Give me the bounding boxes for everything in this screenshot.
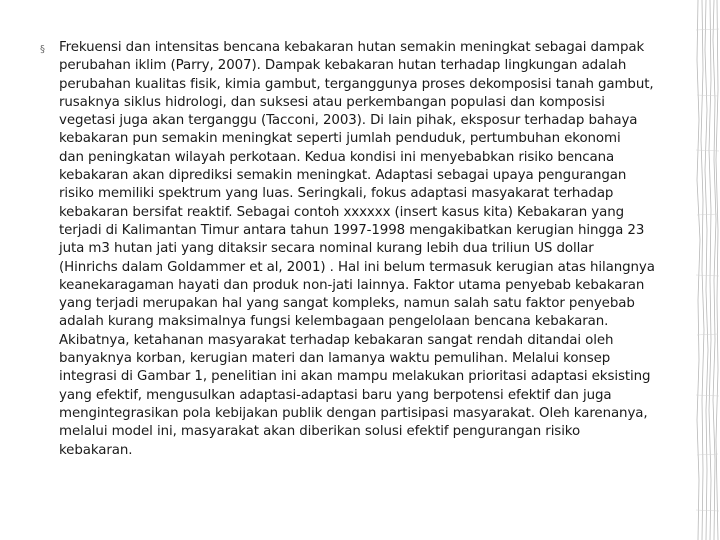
- text-line: melalui model ini, masyarakat akan diberikan solusi efektif pengurangan risiko: [59, 424, 581, 440]
- text-line: juta m3 hutan jati yang ditaksir secara nominal kurang lebih dua triliun US dollar: [59, 241, 594, 257]
- text-line: integrasi di Gambar 1, penelitian ini akan mampu melakukan prioritasi adaptasi eksisting: [59, 369, 651, 385]
- text-line: kebakaran.: [59, 442, 133, 458]
- text-line: yang terjadi merupakan hal yang sangat kompleks, namun salah satu faktor penyebab: [59, 296, 635, 312]
- bullet-marker-icon: §: [40, 44, 45, 55]
- text-line: Akibatnya, ketahanan masyarakat terhadap kebakaran sangat rendah ditandai oleh: [59, 332, 614, 348]
- text-line: Frekuensi dan intensitas bencana kebakaran hutan semakin meningkat sebagai dampak: [59, 40, 645, 55]
- text-line: banyaknya korban, kerugian materi dan lamanya waktu pemulihan. Melalui konsep: [59, 351, 611, 367]
- text-line: mengintegrasikan pola kebijakan publik dengan partisipasi masyarakat. Oleh karenanya,: [59, 405, 648, 421]
- text-line: keanekaragaman hayati dan produk non-jati lainnya. Faktor utama penyebab kebakaran: [59, 277, 645, 293]
- text-line: kebakaran bersifat reaktif. Sebagai contoh xxxxxx (insert kasus kita) Kebakaran yang: [59, 204, 625, 220]
- text-line: dan peningkatan wilayah perkotaan. Kedua kondisi ini menyebabkan risiko bencana: [59, 149, 615, 165]
- text-line: terjadi di Kalimantan Timur antara tahun 1997-1998 mengakibatkan kerugian hingga 23: [59, 222, 645, 238]
- decorative-edge-texture: [694, 0, 720, 540]
- text-line: vegetasi juga akan terganggu (Tacconi, 2003). Di lain pihak, eksposur terhadap bahaya: [59, 113, 638, 129]
- text-line: risiko memiliki spektrum yang luas. Seringkali, fokus adaptasi masyakarat terhadap: [59, 186, 614, 202]
- text-line: kebakaran akan diprediksi semakin meningkat. Adaptasi sebagai upaya pengurangan: [59, 168, 627, 184]
- text-line: perubahan kualitas fisik, kimia gambut, terganggunya proses dekomposisi tanah gambut,: [59, 76, 654, 92]
- text-line: (Hinrichs dalam Goldammer et al, 2001) . Hal ini belum termasuk kerugian atas hilangnya: [59, 259, 655, 275]
- bullet-paragraph: [40, 39, 672, 460]
- text-line: perubahan iklim (Parry, 2007). Dampak kebakaran hutan terhadap lingkungan adalah: [59, 58, 627, 74]
- text-line: rusaknya siklus hidrologi, dan suksesi atau perkembangan populasi dan komposisi: [59, 94, 605, 110]
- text-line: kebakaran pun semakin meningkat seperti jumlah penduduk, pertumbuhan ekonomi: [59, 131, 621, 147]
- text-line: yang efektif, mengusulkan adaptasi-adaptasi baru yang berpotensi efektif dan juga: [59, 387, 612, 403]
- paragraph-text: [59, 39, 672, 460]
- text-line: adalah kurang maksimalnya fungsi kelembagaan pengelolaan bencana kebakaran.: [59, 314, 609, 330]
